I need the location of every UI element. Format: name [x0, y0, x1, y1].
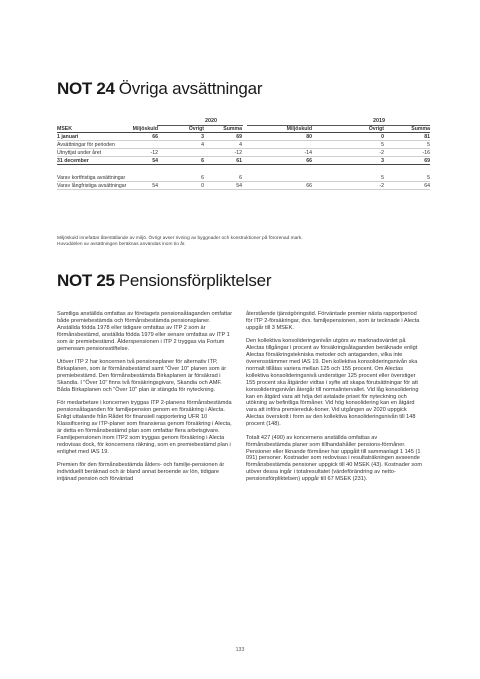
table-cell: 69 — [236, 133, 242, 140]
table-cell: -12 — [234, 149, 242, 156]
paragraph: Den kollektiva konsolideringsnivån utgörs av marknadsvärdet på Alectas tillgångar i procent av försäkringsåtaganden beräknade enligt Alectas försäkringstekniska metoder och antaganden, vilka inte överensstämmer med IAS 19. Den kollektiva konsolideringsnivån ska normalt tillåtas variera mellan 125 och 155 procent. Om Alectas kollektiva konsolideringsnivå understiger 125 procent eller överstiger 155 procent ska åtgärder vidtas i syfte att skapa förutsättningar för att konsolideringsnivån återgår till normalintervallet. Vid låg konsolidering kan en åtgärd vara att höja det avtalade priset för nyteckning och utökning av befintliga förmåner. Vid hög konsolidering kan en åtgärd vara att införa premiereduk-tioner. Vid utgången av 2020 uppgick Alectas överskott i form av den kollektiva konsolideringsnivån till 148 procent (148). — [246, 338, 419, 428]
table-cell: 69 — [424, 157, 430, 164]
header-col: Summa — [411, 125, 430, 132]
row-label: Varav kortfristiga avsättningar — [57, 174, 126, 181]
paragraph: För medarbetare i koncernen tryggas ITP 2-planens förmånsbestämda pensionsåtaganden för familjepension genom en försäkring i Alecta. Enligt uttalande från Rådet för finansiell rapportering UFR 10 Klassificering av ITP-planer som finansieras genom försäkring i Alecta, är detta en förmånsbestämd plan som omfattar flera arbetsgivare. Familjepensionen inom ITP2 som tryggas genom försäkring i Alecta redovisas dock, för koncernens räkning, som en premiebestämd plan i enlighet med IAS 19. — [57, 400, 232, 455]
note-24-title: Övriga avsättningar — [118, 79, 263, 98]
table-row — [57, 182, 430, 190]
table-cell: 5 — [381, 141, 384, 148]
table-cell: 66 — [306, 157, 312, 164]
table-cell: 54 — [152, 157, 158, 164]
table-cell: 64 — [424, 182, 430, 189]
table-cell: 6 — [239, 174, 242, 181]
table-body — [57, 133, 430, 190]
note-25-heading — [57, 271, 271, 291]
table-cell: 5 — [427, 174, 430, 181]
header-col: Övrigt — [368, 125, 384, 132]
table-cell: 81 — [424, 133, 430, 140]
footnote-line: Huvuddelen av avsättningen beräknas användas inom tio år. — [57, 242, 186, 247]
table-cell: 6 — [201, 157, 204, 164]
right-text-column — [246, 311, 423, 490]
table-cell: -12 — [150, 149, 158, 156]
table-cell: 6 — [201, 174, 204, 181]
page-number: 133 — [235, 647, 245, 653]
table-cell: 5 — [381, 174, 384, 181]
paragraph: återstående tjänstgöringstid. Förväntade premier nästa rapportperiod för ITP 2-försäkringar, dvs. familjepensionen, som är tecknade i Alecta uppgår till 3 MSEK. — [246, 311, 420, 331]
left-text-column — [57, 311, 234, 489]
year-header-row — [57, 116, 430, 125]
table-cell: 0 — [381, 133, 384, 140]
note-24-heading — [57, 79, 262, 99]
footnote-line: Miljöskuld innefattar återställande av miljö. Övrigt avser rivning av byggnader och konstruktioner på förorenad mark. — [57, 236, 303, 241]
header-col: Miljöskuld — [286, 125, 312, 132]
table-cell: -16 — [422, 149, 430, 156]
paragraph: Utöver ITP 2 har koncernen två pensionsplaner för alternativ ITP, Birkaplanen, som är förmånsbestämd samt "Över 10" planen som är premiebestämd. Den förmånsbestämda Birkaplanen är försäkrad i Skandia. I "Över 10" finns två försäkringsgivare, Skandia och AMF. Båda Birkaplanen och "Över 10" plan är stängda för nyteckning. — [57, 359, 227, 393]
paragraph: Premien för den förmånsbestämda ålders- och familje-pensionen är individuellt beräknad och är bland annat beroende av lön, tidigare intjänad pension och förväntad — [57, 462, 225, 482]
row-label: 1 januari — [57, 133, 79, 140]
provisions-table — [57, 116, 430, 190]
paragraph: Totalt 427 (490) av koncernens anställda omfattas av förmånsbestämda planer som tillhandahåller pensions-förmåner. Pensioner eller liknande förmåner har uppgått till sammanlagt 1 145 (1 091) personer. Kostnader som redovisas i resultaträkningen avseende förmånsbestämda pensioner uppgick till 40 MSEK (43). Kostnader som utöver dessa ingår i totalresultatet (värdeförändring av netto-pensionsförpliktelsen) uppgår till 67 MSEK (231). — [246, 434, 422, 483]
note-25-title: Pensionsförpliktelser — [118, 271, 272, 290]
year-2019-label: 2019 — [373, 118, 385, 124]
table-row — [57, 141, 430, 149]
table-cell: 4 — [201, 141, 204, 148]
table-cell: 4 — [239, 141, 242, 148]
row-label: 31 december — [57, 157, 89, 164]
note-24-number: NOT 24 — [57, 79, 115, 98]
row-label: Utnyttjat under året — [57, 149, 102, 156]
row-label: Avsättningar för perioden — [57, 141, 115, 148]
table-cell: 54 — [236, 182, 242, 189]
header-msek: MSEK — [57, 125, 72, 132]
table-cell: 3 — [201, 133, 204, 140]
table-cell: -2 — [379, 149, 384, 156]
table-cell: 5 — [427, 141, 430, 148]
table-cell: 80 — [306, 133, 312, 140]
table-row — [57, 149, 430, 157]
table-row — [57, 133, 430, 141]
table-cell: 61 — [236, 157, 242, 164]
table-row — [57, 174, 430, 182]
table-row — [57, 165, 430, 174]
paragraph: Samtliga anställda omfattas av företagets pensionsåtaganden omfattar både premiebestämda och förmånsbestämda pensionsplaner. Anställda födda 1978 eller tidigare omfattas av ITP 2 som är förmånsbestämd, anställda födda 1979 eller senare omfattas av ITP 1 som är premiebestämd. Ålderspensionen i ITP 2 tryggas via Fortum gemensam pensionsstiftelse. — [57, 311, 233, 352]
header-col: Övrigt — [188, 125, 204, 132]
year-2020-label: 2020 — [205, 118, 217, 124]
table-cell: 3 — [381, 157, 384, 164]
row-label: Varav långfristiga avsättningar — [57, 182, 127, 189]
table-row — [57, 157, 430, 165]
table-footnote — [57, 236, 377, 248]
header-col: Summa — [223, 125, 242, 132]
note-25-number: NOT 25 — [57, 271, 115, 290]
header-col: Miljöskuld — [132, 125, 158, 132]
table-cell: -14 — [304, 149, 312, 156]
table-cell: 66 — [306, 182, 312, 189]
table-cell: 66 — [152, 133, 158, 140]
table-header-row — [57, 125, 430, 133]
table-cell: 0 — [201, 182, 204, 189]
table-cell: -2 — [379, 182, 384, 189]
table-cell: 54 — [152, 182, 158, 189]
